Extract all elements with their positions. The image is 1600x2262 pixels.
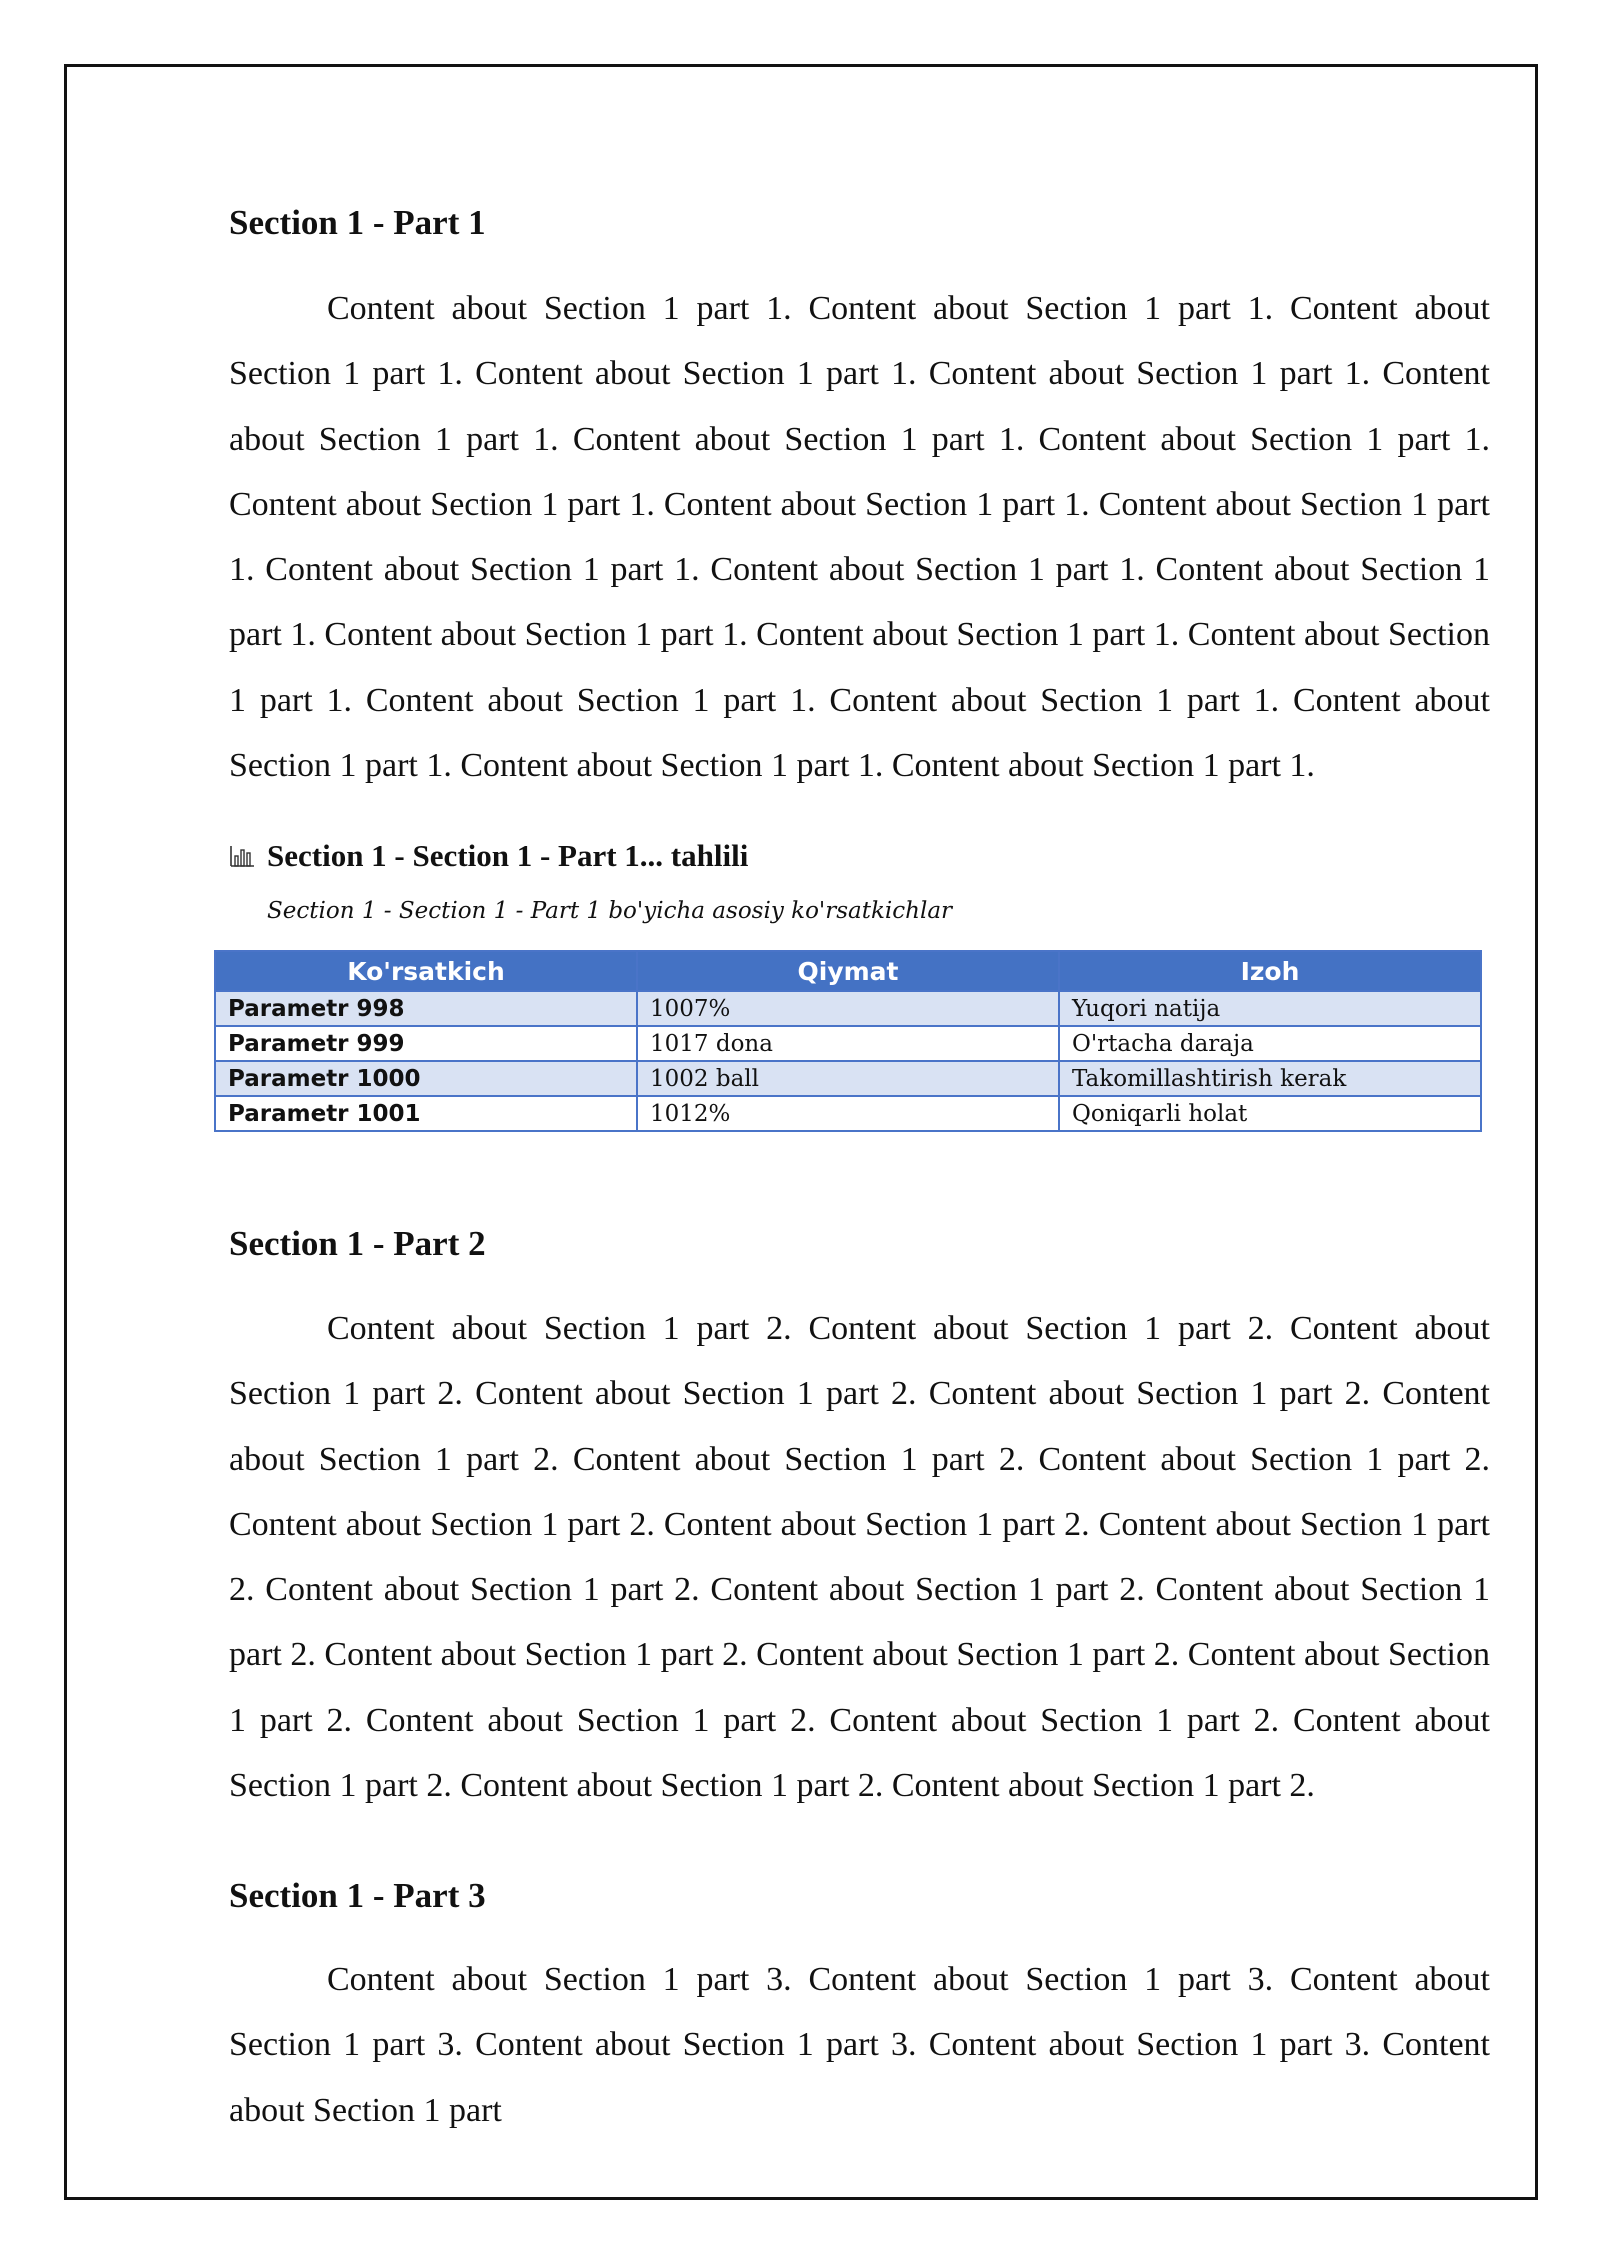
indicators-table xyxy=(214,950,1482,1132)
table-cell-note: O'rtacha daraja xyxy=(1059,1026,1481,1061)
table-row xyxy=(215,1026,1481,1061)
table-header-row xyxy=(215,951,1481,991)
table-cell-value: 1007% xyxy=(637,991,1059,1026)
section-heading: Section 1 - Part 2 xyxy=(229,1224,486,1263)
column-header: Izoh xyxy=(1059,951,1481,991)
table-cell-parameter: Parametr 998 xyxy=(215,991,637,1026)
section-paragraph: Content about Section 1 part 2. Content about Section 1 part 2. Content about Section 1 part 2. Content about Section 1 part 2. Content about Section 1 part 2. Content about Section 1 part 2. Content about Section 1 part 2. Content about Section 1 part 2. Content about Section 1 part 2. Content about Section 1 part 2. Content about Section 1 part 2. Content about Section 1 part 2. Content about Section 1 part 2. Content about Section 1 part 2. Content about Section 1 part 2. Content about Section 1 part 2. Content about Section 1 part 2. Content about Section 1 part 2. Content about Section 1 part 2. Content about Section 1 part 2. Content about Section 1 part 2. Content about Section 1 part 2. xyxy=(229,1310,1490,1805)
table-row xyxy=(215,1061,1481,1096)
section-heading: Section 1 - Part 1 xyxy=(229,203,486,242)
table-cell-note: Yuqori natija xyxy=(1059,991,1481,1026)
bar-chart-icon xyxy=(229,844,255,868)
table-cell-value: 1012% xyxy=(637,1096,1059,1131)
table-cell-value: 1017 dona xyxy=(637,1026,1059,1061)
section-heading: Section 1 - Part 3 xyxy=(229,1876,486,1915)
section-paragraph: Content about Section 1 part 3. Content about Section 1 part 3. Content about Section 1 part 3. Content about Section 1 part 3. Content about Section 1 part 3. Content about Section 1 part xyxy=(229,1961,1490,2129)
table-cell-value: 1002 ball xyxy=(637,1061,1059,1096)
section-paragraph: Content about Section 1 part 1. Content about Section 1 part 1. Content about Section 1 part 1. Content about Section 1 part 1. Content about Section 1 part 1. Content about Section 1 part 1. Content about Section 1 part 1. Content about Section 1 part 1. Content about Section 1 part 1. Content about Section 1 part 1. Content about Section 1 part 1. Content about Section 1 part 1. Content about Section 1 part 1. Content about Section 1 part 1. Content about Section 1 part 1. Content about Section 1 part 1. Content about Section 1 part 1. Content about Section 1 part 1. Content about Section 1 part 1. Content about Section 1 part 1. Content about Section 1 part 1. Content about Section 1 part 1. xyxy=(229,290,1490,785)
table-cell-parameter: Parametr 1000 xyxy=(215,1061,637,1096)
analysis-title-text: Section 1 - Section 1 - Part 1... tahlili xyxy=(267,838,749,873)
table-cell-note: Qoniqarli holat xyxy=(1059,1096,1481,1131)
table-cell-parameter: Parametr 999 xyxy=(215,1026,637,1061)
table-cell-note: Takomillashtirish kerak xyxy=(1059,1061,1481,1096)
table-row xyxy=(215,1096,1481,1131)
table-cell-parameter: Parametr 1001 xyxy=(215,1096,637,1131)
table-caption: Section 1 - Section 1 - Part 1 bo'yicha asosiy ko'rsatkichlar xyxy=(267,898,953,924)
column-header: Qiymat xyxy=(637,951,1059,991)
column-header: Ko'rsatkich xyxy=(215,951,637,991)
table-row xyxy=(215,991,1481,1026)
analysis-title xyxy=(229,836,748,876)
